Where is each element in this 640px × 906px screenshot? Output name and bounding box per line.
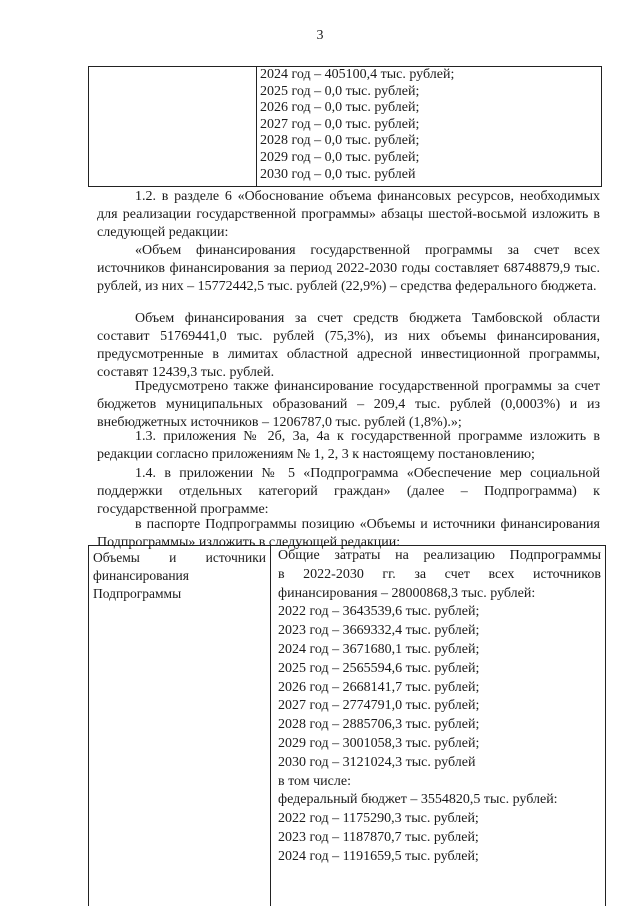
table-line: 2024 год – 405100,4 тыс. рублей; bbox=[260, 67, 455, 82]
table-line: 2029 год – 0,0 тыс. рублей; bbox=[260, 149, 420, 165]
paragraph-1-3: 1.3. приложения № 2б, 3а, 4а к государственной программе изложить в редакции согласно приложениям № 1, 2, 3 к настоящему постановлению; bbox=[97, 429, 600, 462]
passport-line: финансирования – 28000868,3 тыс. рублей: bbox=[278, 585, 536, 601]
table-right-cell bbox=[257, 67, 601, 186]
passport-line: 2030 год – 3121024,3 тыс. рублей bbox=[278, 754, 476, 770]
passport-line: 2024 год – 1191659,5 тыс. рублей; bbox=[278, 848, 479, 864]
paragraph-total-funding: «Объем финансирования государственной программы за счет всех источников финансирования за период 2022-2030 годы составляет 68748879,9 тыс. рублей, из них – 15772442,5 тыс. рублей (22,9%) – средства федерального бюджета. bbox=[97, 243, 600, 294]
table-line: 2028 год – 0,0 тыс. рублей; bbox=[260, 133, 420, 149]
page-number: 3 bbox=[316, 28, 324, 43]
table-left-cell bbox=[89, 67, 257, 186]
paragraph-municipal-extrabudgetary: Предусмотрено также финансирование государственной программы за счет бюджетов муниципальных образований – 209,4 тыс. рублей (0,0003%) и из внебюджетных источников – 1206787,0 тыс. рублей (1,8%).»; bbox=[97, 379, 600, 430]
table-line: 2027 год – 0,0 тыс. рублей; bbox=[260, 116, 420, 132]
passport-line: 2023 год – 1187870,7 тыс. рублей; bbox=[278, 829, 479, 845]
passport-line: в том числе: bbox=[278, 773, 351, 789]
passport-line: 2027 год – 2774791,0 тыс. рублей; bbox=[278, 698, 480, 714]
passport-line: федеральный бюджет – 3554820,5 тыс. рублей: bbox=[278, 792, 558, 808]
passport-line: 2026 год – 2668141,7 тыс. рублей; bbox=[278, 679, 480, 695]
passport-line: 2022 год – 3643539,6 тыс. рублей; bbox=[278, 604, 480, 620]
passport-line: 2023 год – 3669332,4 тыс. рублей; bbox=[278, 623, 480, 639]
passport-value-cell bbox=[272, 546, 605, 906]
funding-table-continuation bbox=[88, 66, 602, 187]
passport-line: 2028 год – 2885706,3 тыс. рублей; bbox=[278, 717, 480, 733]
passport-line: 2024 год – 3671680,1 тыс. рублей; bbox=[278, 641, 480, 657]
passport-line: в 2022-2030 гг. за счет всех источников bbox=[278, 566, 601, 582]
passport-label-cell bbox=[89, 546, 271, 906]
table-line: 2026 год – 0,0 тыс. рублей; bbox=[260, 100, 420, 116]
subprogram-passport-table bbox=[88, 545, 606, 906]
table-line: 2025 год – 0,0 тыс. рублей; bbox=[260, 83, 420, 99]
paragraph-1-2: 1.2. в разделе 6 «Обоснование объема финансовых ресурсов, необходимых для реализации государственной программы» абзацы шестой-восьмой изложить в следующей редакции: bbox=[97, 189, 600, 240]
passport-line: 2029 год – 3001058,3 тыс. рублей; bbox=[278, 735, 480, 751]
paragraph-regional-budget: Объем финансирования за счет средств бюджета Тамбовской области составит 51769441,0 тыс. рублей (75,3%), из них объемы финансирования, предусмотренные в лимитах областной адресной инвестиционной программы, составят 12439,3 тыс. рублей. bbox=[97, 311, 600, 380]
passport-line: 2025 год – 2565594,6 тыс. рублей; bbox=[278, 660, 480, 676]
paragraph-passport-position: в паспорте Подпрограммы позицию «Объемы и источники финансирования Подпрограммы» изложить в следующей редакции: bbox=[97, 517, 600, 550]
paragraph-1-4: 1.4. в приложении № 5 «Подпрограмма «Обеспечение мер социальной поддержки отдельных категорий граждан» (далее – Подпрограмма) к государственной программе: bbox=[97, 466, 600, 517]
passport-label: Объемы и источники финансирования Подпрограммы bbox=[93, 550, 266, 601]
passport-line: Общие затраты на реализацию Подпрограммы bbox=[278, 548, 601, 563]
table-line: 2030 год – 0,0 тыс. рублей bbox=[260, 166, 416, 182]
passport-line: 2022 год – 1175290,3 тыс. рублей; bbox=[278, 811, 479, 827]
